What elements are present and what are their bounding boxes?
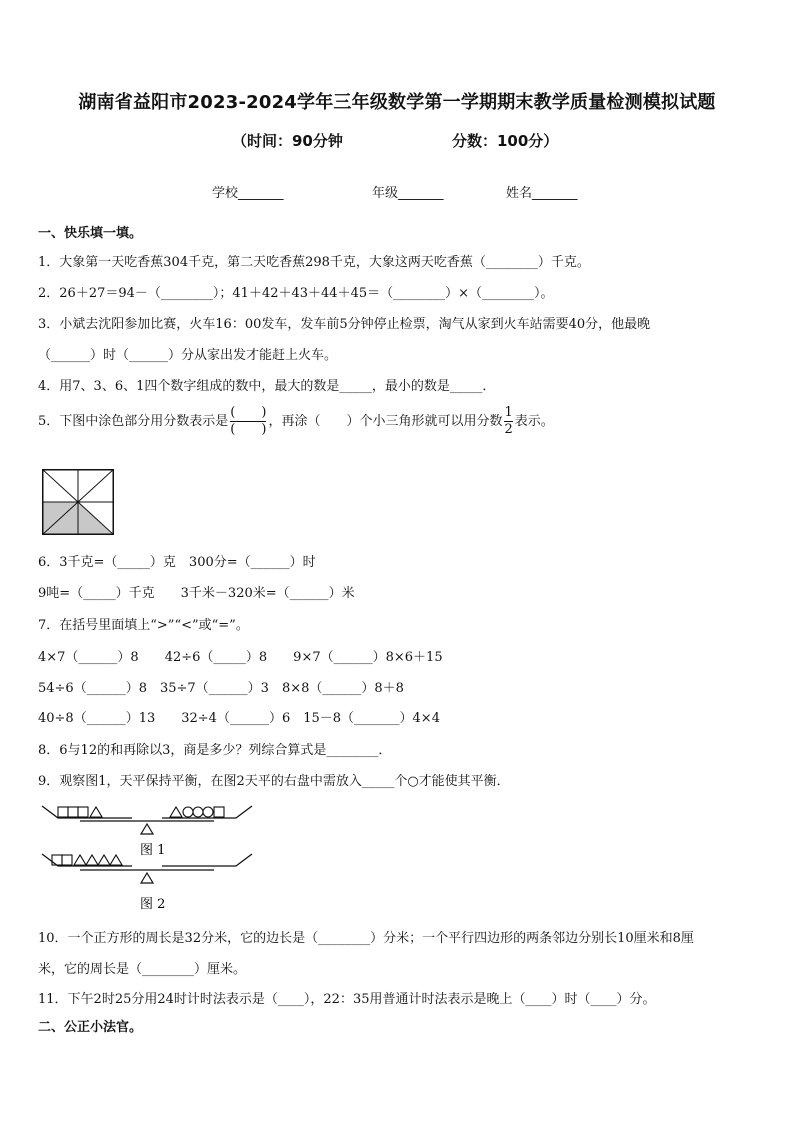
question-3-line-1: 3．小斌去沈阳参加比赛，火车16：00发车，发车前5分钟停止检票，淘气从家到火车站需要40分，他最晚: [38, 317, 651, 332]
q5-frac-denominator: ( ): [230, 422, 267, 437]
grade-field: 年级_______: [372, 186, 444, 201]
question-7: 7．在括号里面填上“>”“<”或“=”。: [38, 618, 249, 633]
question-3-line-2: （______）时（______）分从家出发才能赶上火车。: [38, 348, 338, 363]
q5-text-middle: ，再涂（ ）个小三角形就可以用分数: [268, 414, 503, 429]
question-9: 9．观察图1，天平保持平衡，在图2天平的右盘中需放入_____个○才能使其平衡．: [38, 774, 510, 789]
question-6-line-2: 9吨=（_____）千克 3千米－320米=（______）米: [38, 586, 355, 601]
question-10-line-1: 10．一个正方形的周长是32分米，它的边长是（________）分米；一个平行四边形的两条邻边分别长10厘米和8厘: [38, 931, 694, 946]
balance-figure-2: [42, 854, 252, 883]
question-7-row-2: 54÷6（______）8 35÷7（______）3 8×8（______）8＋8: [38, 681, 404, 696]
question-1: 1．大象第一天吃香蕉304千克，第二天吃香蕉298千克，大象这两天吃香蕉（________）千克。: [38, 255, 590, 270]
question-7-row-1: 4×7（______）8 42÷6（_____）8 9×7（______）8×6＋15: [38, 650, 443, 665]
q5-half-denominator: 2: [504, 422, 513, 437]
octant-square-figure: [42, 469, 114, 535]
question-11: 11．下午2时25分用24时计时法表示是（____），22：35用普通计时法表示是晚上（____）时（____）分。: [38, 992, 656, 1007]
section-2-heading: 二、公正小法官。: [38, 1020, 143, 1035]
question-4: 4．用7、3、6、1四个数字组成的数中，最大的数是_____，最小的数是_____．: [38, 379, 496, 394]
q5-text-before: 5．下图中涂色部分用分数表示是: [38, 414, 229, 429]
balance-figures: [40, 798, 256, 914]
q5-half-numerator: 1: [504, 405, 513, 420]
question-2: 2．26＋27＝94－（________）；41＋42＋43＋44＋45＝（________）×（________）。: [38, 286, 554, 301]
section-1-heading: 一、快乐填一填。: [38, 226, 143, 241]
q5-text-after: 表示。: [514, 414, 554, 429]
school-field: 学校_______: [212, 186, 284, 201]
exam-time: （时间：90分钟: [232, 132, 343, 150]
figure-2-label: 图 2: [140, 897, 166, 912]
q5-blank-fraction: [230, 405, 266, 438]
question-10-line-2: 米，它的周长是（________）厘米。: [38, 962, 247, 977]
figure-1-label: 图 1: [140, 843, 166, 858]
exam-title: 湖南省益阳市2023-2024学年三年级数学第一学期期末教学质量检测模拟试题: [78, 92, 716, 113]
question-5: [38, 404, 554, 440]
exam-score: 分数：100分）: [452, 132, 559, 150]
balance-figure-1: [42, 806, 252, 834]
q5-frac-numerator: ( ): [230, 405, 267, 420]
question-8: 8．6与12的和再除以3，商是多少？列综合算式是________．: [38, 743, 392, 758]
q5-half-fraction: [504, 405, 512, 438]
name-field: 姓名_______: [506, 186, 578, 201]
question-6-line-1: 6．3千克=（_____）克 300分=（______）时: [38, 555, 316, 570]
question-7-row-3: 40÷8（______）13 32÷4（______）6 15－8（_______）4×4: [38, 711, 440, 726]
